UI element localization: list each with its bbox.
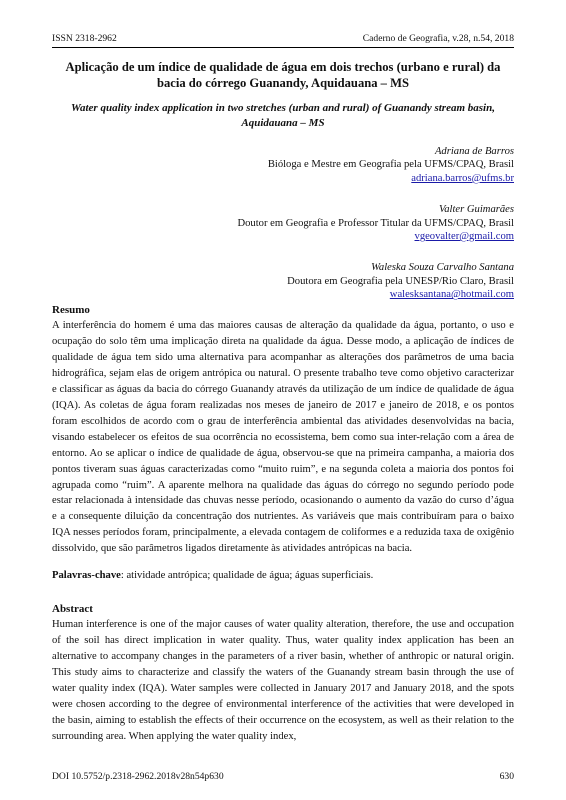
doi-label: DOI 10.5752/p.2318-2962.2018v28n54p630	[52, 771, 224, 782]
abstract-text: Human interference is one of the major causes of water quality alteration, therefore, the use and occupation of the soil has direct implication in water quality. Thus, water quality index application has been an alternative to accompany changes in the parameters of a river basin, whether of anthropic or natural origin. This study aims to characterize and classify the waters of the Guanandy stream basin through the use of water quality index (IQA). Water samples were collected in January 2017 and January 2018, and the spots were chosen according to the degree of environmental interference of the activities that were developed in the basin, aiming to establish the effects of their occurrence on the ecosystem, as well as their relation to the surrounding area. When applying the water quality index,	[52, 619, 514, 742]
author-affiliation: Doutor em Geografia e Professor Titular da UFMS/CPAQ, Brasil	[237, 217, 514, 229]
abstract-heading: Abstract	[52, 603, 93, 615]
author-name: Waleska Souza Carvalho Santana	[371, 262, 514, 274]
page-footer	[52, 771, 514, 782]
keywords-label: Palavras-chave	[52, 570, 121, 581]
resumo-text: A interferência do homem é uma das maiores causas de alteração da qualidade da água, portanto, o uso e ocupação do solo têm uma implicação direta na qualidade da água. Desse modo, a aplicação de índices de qualidade de água tem sido uma alternativa para acompanhar as alterações dos parâmetros de uma bacia hidrográfica, sejam elas de origem antrópica ou natural. O presente trabalho teve como objetivo caracterizar e classificar as águas da bacia do córrego Guanandy através da utilização de um índice de qualidade de água (IQA). As coletas de água foram realizadas nos meses de janeiro de 2017 e janeiro de 2018, e os pontos foram escolhidos de acordo com o grau de interferência ambiental das atividades desenvolvidas na bacia, visando estabelecer os efeitos de sua ocorrência no ecossistema, bem como sua inter-relação com a área de entorno. Ao se aplicar o índice de qualidade de água, observou-se que na primeira campanha, a maioria dos pontos tiveram suas águas caracterizadas como “muito ruim”, e na segunda coleta a maioria dos pontos foi agrupada como “ruim”. A aparente melhora na qualidade das águas do córrego no segundo período pode estar relacionada à intensidade das chuvas nesse período, ocasionando o aumento da vazão do curso d’água e a consequente diluição da concentração dos nutrientes. As variáveis que mais contribuíram para o baixo IQA nesses períodos foram, principalmente, a elevada contagem de coliformes e a reduzida taxa de oxigênio dissolvido, que são parâmetros ligados diretamente às atividades antrópicas na bacia.	[52, 320, 514, 555]
keywords-line	[52, 570, 514, 581]
author-entry	[74, 261, 514, 301]
keywords-text: : atividade antrópica; qualidade de água; águas superficiais.	[120, 570, 374, 581]
paper-title-english: Water quality index application in two stretches (urban and rural) of Guanandy stream basin, Aquidauana – MS	[71, 102, 495, 129]
running-header	[52, 33, 514, 44]
author-email-link[interactable]: walesksantana@hotmail.com	[389, 289, 514, 301]
journal-citation: Caderno de Geografia, v.28, n.54, 2018	[362, 33, 514, 44]
author-entry	[74, 203, 514, 243]
author-affiliation: Doutora em Geografia pela UNESP/Rio Claro, Brasil	[287, 275, 514, 287]
resumo-heading: Resumo	[52, 304, 90, 316]
author-name: Valter Guimarães	[438, 204, 514, 216]
author-block	[74, 145, 514, 320]
paper-title: Aplicação de um índice de qualidade de água em dois trechos (urbano e rural) da bacia do córrego Guanandy, Aquidauana – MS	[65, 60, 501, 90]
author-affiliation: Bióloga e Mestre em Geografia pela UFMS/CPAQ, Brasil	[267, 159, 514, 171]
author-email-link[interactable]: vgeovalter@gmail.com	[414, 231, 514, 243]
issn-label: ISSN 2318-2962	[52, 33, 117, 44]
author-name: Adriana de Barros	[434, 146, 514, 157]
author-entry	[74, 145, 514, 185]
page-number: 630	[499, 771, 514, 782]
header-rule	[52, 47, 514, 48]
author-email-link[interactable]: adriana.barros@ufms.br	[411, 172, 514, 184]
